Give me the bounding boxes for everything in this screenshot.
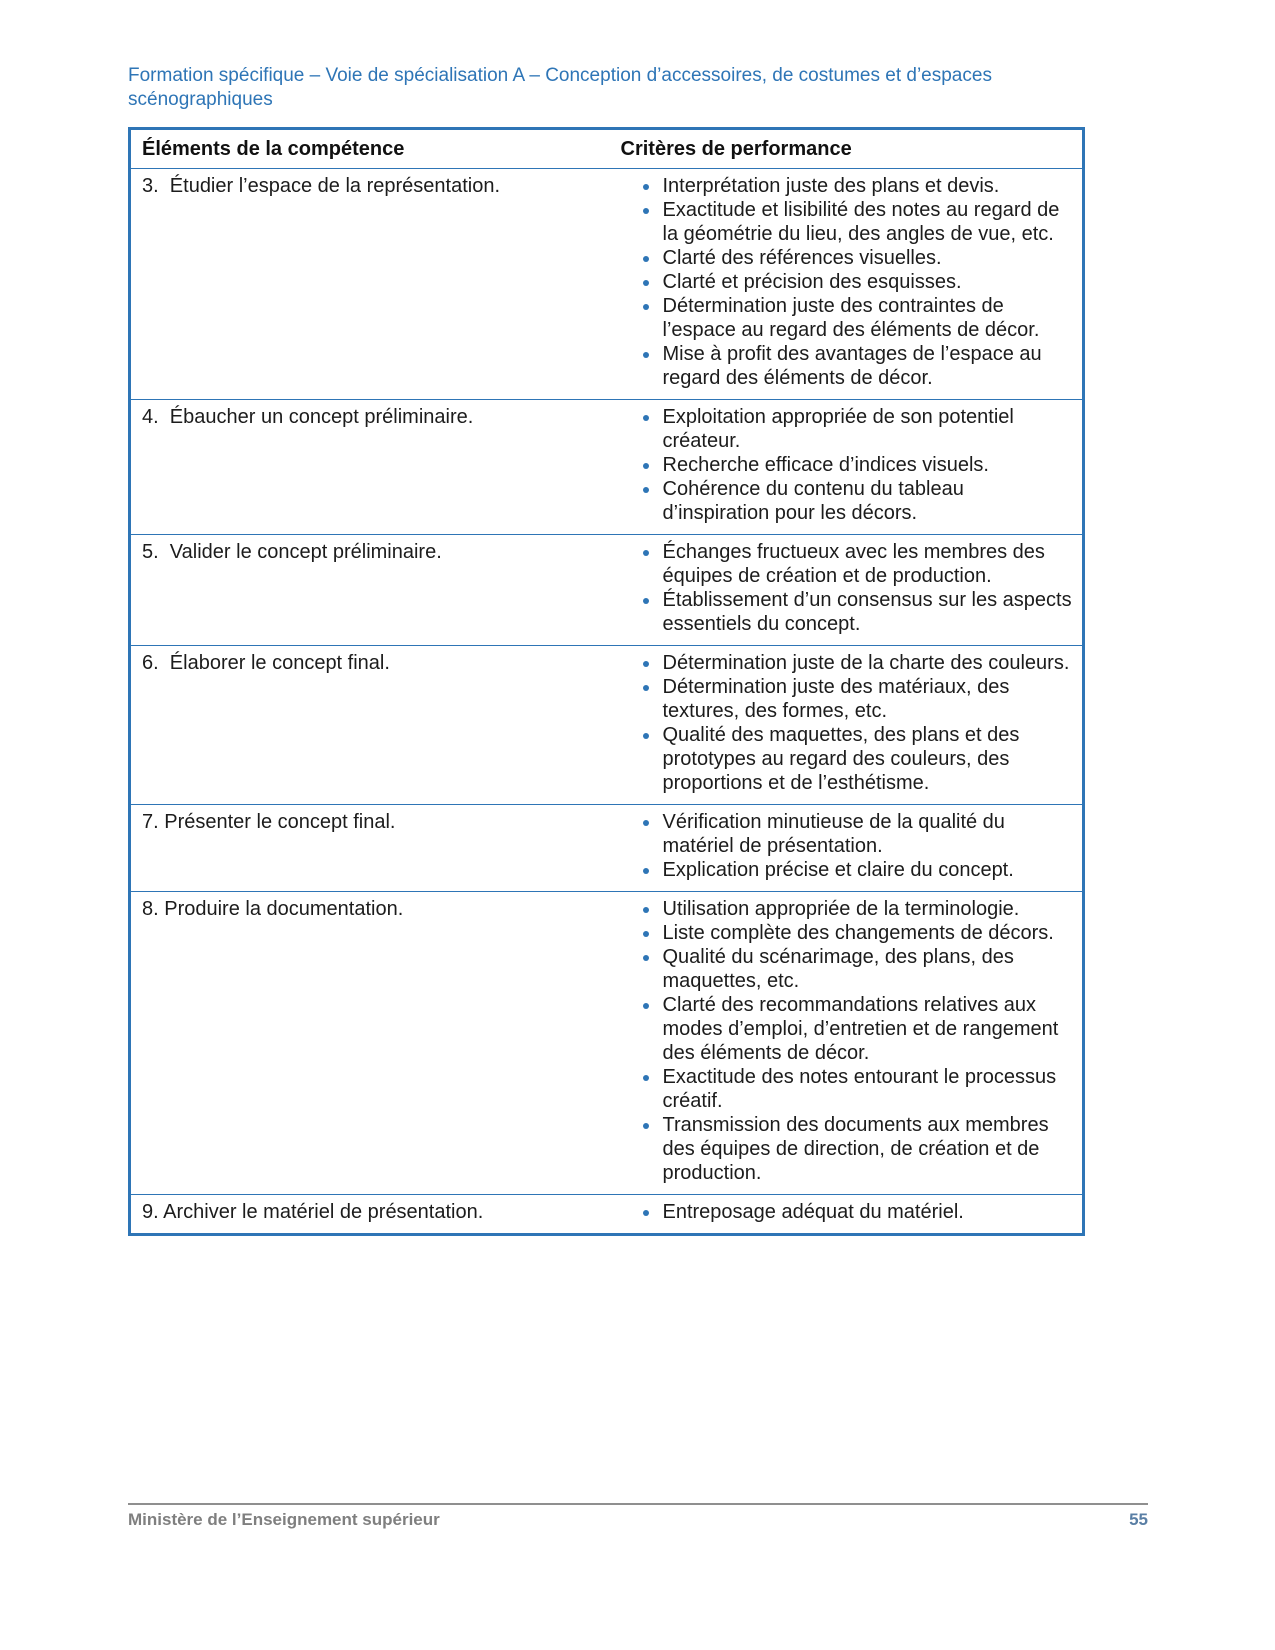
criteria-cell bbox=[610, 892, 1084, 1195]
competence-table bbox=[128, 127, 1085, 1236]
criterion-item: • Utilisation appropriée de la terminologie. bbox=[661, 897, 1073, 921]
table-row bbox=[130, 535, 1084, 646]
element-cell: 7. Présenter le concept final. bbox=[130, 805, 610, 892]
criteria-list bbox=[621, 540, 1073, 636]
criteria-cell bbox=[610, 805, 1084, 892]
table-row bbox=[130, 169, 1084, 400]
criterion-item: • Entreposage adéquat du matériel. bbox=[661, 1200, 1073, 1224]
table-row bbox=[130, 892, 1084, 1195]
footer-ministry-label: Ministère de l’Enseignement supérieur bbox=[128, 1510, 440, 1529]
criterion-item: • Exploitation appropriée de son potentiel créateur. bbox=[661, 405, 1073, 453]
criterion-item: • Détermination juste des contraintes de l’espace au regard des éléments de décor. bbox=[661, 294, 1073, 342]
criterion-item: • Interprétation juste des plans et devis. bbox=[661, 174, 1073, 198]
criterion-item: • Clarté des références visuelles. bbox=[661, 246, 1073, 270]
criterion-item: • Cohérence du contenu du tableau d’inspiration pour les décors. bbox=[661, 477, 1073, 525]
table-body bbox=[130, 169, 1084, 1235]
criteria-list bbox=[621, 1200, 1073, 1224]
criteria-cell bbox=[610, 169, 1084, 400]
table-row bbox=[130, 1195, 1084, 1235]
criteria-list bbox=[621, 174, 1073, 390]
criterion-item: • Exactitude et lisibilité des notes au regard de la géométrie du lieu, des angles de vue, etc. bbox=[661, 198, 1073, 246]
criterion-item: • Échanges fructueux avec les membres des équipes de création et de production. bbox=[661, 540, 1073, 588]
criteria-cell bbox=[610, 400, 1084, 535]
criteria-cell bbox=[610, 646, 1084, 805]
criterion-item: • Liste complète des changements de décors. bbox=[661, 921, 1073, 945]
criterion-item: • Recherche efficace d’indices visuels. bbox=[661, 453, 1073, 477]
criterion-item: • Clarté et précision des esquisses. bbox=[661, 270, 1073, 294]
criteria-list bbox=[621, 897, 1073, 1185]
element-cell: 3. Étudier l’espace de la représentation. bbox=[130, 169, 610, 400]
criterion-item: • Vérification minutieuse de la qualité du matériel de présentation. bbox=[661, 810, 1073, 858]
criterion-item: • Exactitude des notes entourant le processus créatif. bbox=[661, 1065, 1073, 1113]
criteria-cell bbox=[610, 1195, 1084, 1235]
col-header-elements: Éléments de la compétence bbox=[142, 138, 405, 160]
criterion-item: • Mise à profit des avantages de l’espace au regard des éléments de décor. bbox=[661, 342, 1073, 390]
table-row bbox=[130, 805, 1084, 892]
element-cell: 5. Valider le concept préliminaire. bbox=[130, 535, 610, 646]
criterion-item: • Clarté des recommandations relatives aux modes d’emploi, d’entretien et de rangement des éléments de décor. bbox=[661, 993, 1073, 1065]
criterion-item: • Transmission des documents aux membres des équipes de direction, de création et de production. bbox=[661, 1113, 1073, 1185]
element-cell: 6. Élaborer le concept final. bbox=[130, 646, 610, 805]
criteria-cell bbox=[610, 535, 1084, 646]
criteria-list bbox=[621, 810, 1073, 882]
element-cell: 4. Ébaucher un concept préliminaire. bbox=[130, 400, 610, 535]
criterion-item: • Établissement d’un consensus sur les aspects essentiels du concept. bbox=[661, 588, 1073, 636]
element-cell: 9. Archiver le matériel de présentation. bbox=[130, 1195, 610, 1235]
criterion-item: • Détermination juste de la charte des couleurs. bbox=[661, 651, 1073, 675]
page-number: 55 bbox=[1129, 1510, 1148, 1529]
document-header: Formation spécifique – Voie de spécialisation A – Conception d’accessoires, de costumes et d’espaces scénographiques bbox=[128, 65, 992, 110]
table-row bbox=[130, 400, 1084, 535]
document-footer bbox=[128, 1503, 1148, 1530]
criteria-list bbox=[621, 651, 1073, 795]
criterion-item: • Explication précise et claire du concept. bbox=[661, 858, 1073, 882]
criteria-list bbox=[621, 405, 1073, 525]
criterion-item: • Qualité du scénarimage, des plans, des maquettes, etc. bbox=[661, 945, 1073, 993]
table-header-row bbox=[130, 129, 1084, 169]
table-row bbox=[130, 646, 1084, 805]
col-header-criteres: Critères de performance bbox=[620, 138, 852, 160]
element-cell: 8. Produire la documentation. bbox=[130, 892, 610, 1195]
criterion-item: • Détermination juste des matériaux, des textures, des formes, etc. bbox=[661, 675, 1073, 723]
criterion-item: • Qualité des maquettes, des plans et des prototypes au regard des couleurs, des proportions et de l’esthétisme. bbox=[661, 723, 1073, 795]
